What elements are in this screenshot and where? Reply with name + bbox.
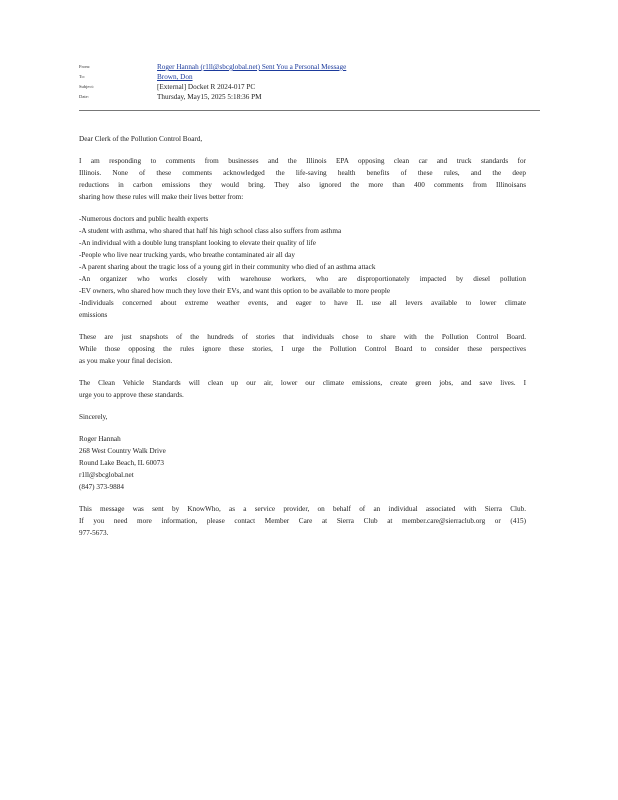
subject-value: [External] Docket R 2024-017 PC [157,83,256,91]
text-line: Illinois. None of these comments acknowledged the life-saving health benefits of these rules, and the deep [79,169,526,177]
text-line: The Clean Vehicle Standards will clean up our air, lower our climate emissions, create green jobs, and save lives. I [79,379,526,387]
closing: Sincerely, [79,413,108,421]
stories-list [79,213,526,321]
paragraph-1 [79,155,526,203]
signature-name: Roger Hannah [79,435,121,443]
text-line: I am responding to comments from businesses and the Illinois EPA opposing clean car and truck standards for [79,157,526,165]
text-line: While those opposing the rules ignore these stories, I urge the Pollution Control Board to consider these perspectives [79,345,526,353]
text-line: If you need more information, please contact Member Care at Sierra Club at member.care@sierraclub.org or (415) [79,517,526,525]
text-line: These are just snapshots of the hundreds of stories that individuals chose to share with the Pollution Control Board. [79,333,526,341]
subject-row [79,82,526,92]
to-label: To: [79,74,86,79]
email-header [79,62,526,104]
from-row [79,62,526,72]
text-line: as you make your final decision. [79,357,173,365]
list-item: -Numerous doctors and public health experts [79,215,209,223]
signature-phone: (847) 373-9884 [79,483,124,491]
date-row [79,92,526,102]
list-item: -Individuals concerned about extreme weather events, and eager to have IL use all levers available to lower climate [79,299,526,307]
footer-note [79,503,526,539]
list-item: -A parent sharing about the tragic loss of a young girl in their community who died of an asthma attack [79,263,376,271]
list-item: -An individual with a double lung transplant looking to elevate their quality of life [79,239,316,247]
email-document [79,62,526,537]
signature-block [79,433,526,493]
signature-email: r1ll@sbcglobal.net [79,471,134,479]
paragraph-3 [79,377,526,401]
date-value: Thursday, May15, 2025 5:18:36 PM [157,93,262,101]
text-line: sharing how these rules will make their lives better from: [79,193,244,201]
from-label: From: [79,64,91,69]
text-line: urge you to approve these standards. [79,391,184,399]
salutation: Dear Clerk of the Pollution Control Board, [79,135,203,143]
text-line: 977-5673. [79,529,109,537]
list-item: -People who live near trucking yards, who breathe contaminated air all day [79,251,295,259]
signature-city: Round Lake Beach, IL 60073 [79,459,164,467]
to-link[interactable]: Brown, Don [157,73,193,81]
from-link[interactable]: Roger Hannah (r1ll@sbcglobal.net) Sent You a Personal Message [157,63,347,71]
signature-address: 268 West Country Walk Drive [79,447,166,455]
to-row [79,72,526,82]
header-divider [79,110,540,111]
text-line: This message was sent by KnowWho, as a service provider, on behalf of an individual associated with Sierra Club. [79,505,526,513]
text-line: reductions in carbon emissions they would bring. They also ignored the more than 400 comments from Illinoisans [79,181,526,189]
list-item: emissions [79,311,108,319]
date-label: Date: [79,94,89,99]
paragraph-2 [79,331,526,367]
list-item: -A student with asthma, who shared that half his high school class also suffers from asthma [79,227,342,235]
list-item: -An organizer who works closely with warehouse workers, who are disproportionately impacted by diesel pollution [79,275,526,283]
subject-label: Subject: [79,84,95,89]
list-item: -EV owners, who shared how much they love their EVs, and want this option to be available to more people [79,287,391,295]
email-body [79,133,526,549]
